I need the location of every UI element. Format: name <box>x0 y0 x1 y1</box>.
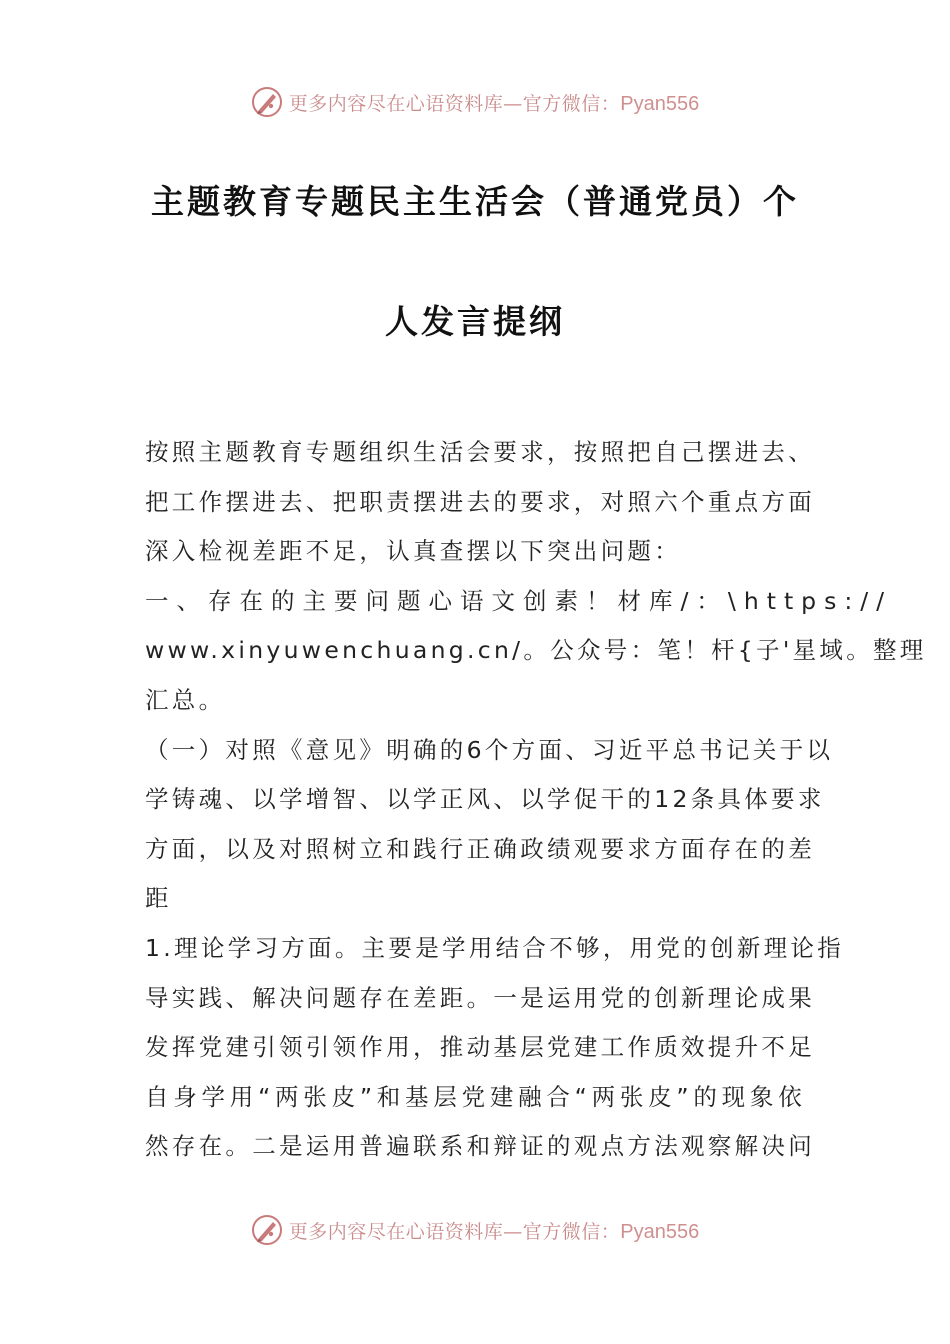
body-line: 把工作摆进去、把职责摆进去的要求，对照六个重点方面 <box>145 487 815 516</box>
watermark-footer <box>0 1210 950 1250</box>
watermark-header <box>0 82 950 122</box>
document-body <box>145 428 927 1172</box>
body-line: 按照主题教育专题组织生活会要求，按照把自己摆进去、 <box>145 438 815 466</box>
watermark-wechat-id: Pyan556 <box>620 1220 700 1243</box>
watermark-text: 更多内容尽在心语资料库—官方微信：Pyan556 <box>288 1220 700 1243</box>
pen-logo-icon <box>251 1214 283 1246</box>
watermark-wechat-id: Pyan556 <box>620 92 700 115</box>
watermark-text: 更多内容尽在心语资料库—官方微信：Pyan556 <box>288 92 700 115</box>
body-line: 学铸魂、以学增智、以学正风、以学促干的12条具体要求 <box>145 785 825 814</box>
body-line: 自身学用“两张皮”和基层党建融合“两张皮”的现象依 <box>145 1082 805 1111</box>
pen-logo-icon <box>251 86 283 118</box>
body-line: 发挥党建引领引领作用，推动基层党建工作质效提升不足 <box>145 1033 815 1062</box>
body-line: 导实践、解决问题存在差距。一是运用党的创新理论成果 <box>145 983 815 1012</box>
section-heading-line: 一、存在的主要问题心语文创素！材库/：\https:// <box>145 586 893 615</box>
body-line: 深入检视差距不足，认真查摆以下突出问题： <box>145 537 681 566</box>
body-line: 然存在。二是运用普遍联系和辩证的观点方法观察解决问 <box>145 1132 815 1161</box>
document-title-line-1: 主题教育专题民主生活会（普通党员）个 <box>151 182 799 221</box>
body-line: 距 <box>145 884 172 913</box>
body-line: 1.理论学习方面。主要是学用结合不够，用党的创新理论指 <box>145 933 845 962</box>
body-line: 方面，以及对照树立和践行正确政绩观要求方面存在的差 <box>145 834 815 863</box>
body-line: 汇总。 <box>145 685 226 714</box>
body-line: www.xinyuwenchuang.cn/。公众号：笔！杆{子'星域。整理 <box>145 636 927 665</box>
subsection-heading-line: （一）对照《意见》明确的6个方面、习近平总书记关于以 <box>145 735 834 764</box>
document-title-line-2: 人发言提纲 <box>385 302 565 341</box>
